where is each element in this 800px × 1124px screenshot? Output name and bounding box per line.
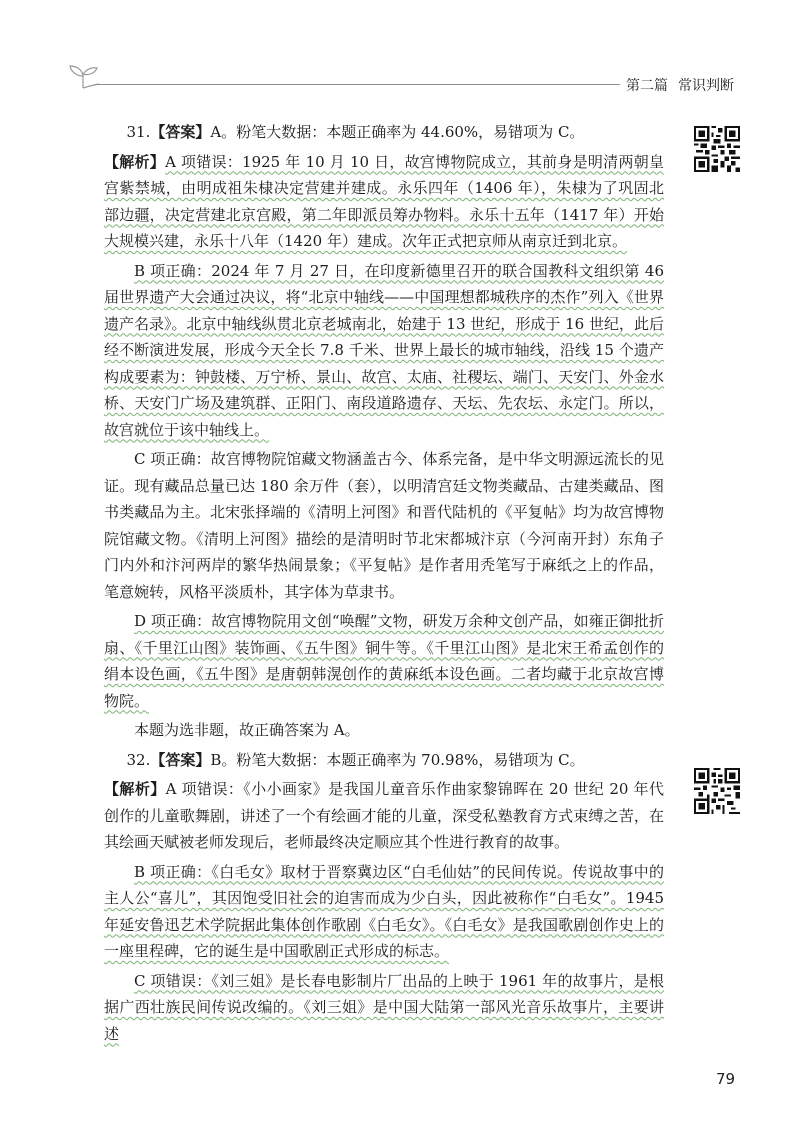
q31-analysis-b	[104, 258, 664, 444]
q32-option-c: C 项错误：《刘三姐》是长春电影制片厂出品的上映于 1961 年的故事片，是根据广西壮族民间传说改编的。《刘三姐》是中国大陆第一部风光音乐故事片，主要讲述	[104, 971, 664, 1043]
q31-answer-line	[104, 119, 664, 146]
leaf-sprout-icon	[63, 60, 103, 90]
page-number: 79	[716, 1070, 736, 1088]
q31-option-d: D 项正确：故宫博物院用文创“唤醒”文物，研发万余种文创产品，如雍正御批折扇、《千里江山图》装饰画、《五牛图》铜牛等。《千里江山图》是北宋王希孟创作的绢本设色画，《五牛图》是唐朝韩滉创作的黄麻纸本设色画。二者均藏于北京故宫博物院。	[104, 612, 664, 710]
analysis-tag: 【解析】	[104, 780, 166, 798]
section-label: 常识判断	[678, 78, 734, 94]
qr-code-icon	[694, 768, 740, 814]
q31-option-a: A 项错误：1925 年 10 月 10 日，故宫博物院成立，其前身是明清两朝皇宫紫禁城，由明成祖朱棣决定营建并建成。永乐四年（1406 年），朱棣为了巩固北部边疆，决定营建北京宫殿，第二年即派员筹办物料。永乐十五年（1417 年）开始大规模兴建，永乐十八年（1420 年）建成。次年正式把京师从南京迁到北京。	[104, 152, 664, 250]
q32-option-a: A 项错误：《小小画家》是我国儿童音乐作曲家黎锦晖在 20 世纪 20 年代创作的儿童歌舞剧，讲述了一个有绘画才能的儿童，深受私塾教育方式束缚之苦，在其绘画天赋被老师发现后，老师最终决定顺应其个性进行教育的故事。	[104, 780, 664, 851]
q32-answer-line	[104, 747, 664, 774]
answer-explanations	[104, 119, 664, 1050]
analysis-tag: 【解析】	[104, 152, 166, 171]
q32-analysis-b	[104, 859, 664, 965]
q32-number: 32.	[126, 750, 151, 769]
header-rule	[95, 84, 620, 85]
q31-option-c: C 项正确：故宫博物院馆藏文物涵盖古今、体系完备，是中华文明源远流长的见证。现有藏品总量已达 180 余万件（套），以明清宫廷文物类藏品、古建类藏品、图书类藏品为主。北宋张择端的《清明上河图》和晋代陆机的《平复帖》均为故宫博物院馆藏文物。《清明上河图》描绘的是清明时节北宋都城汴京（今河南开封）东角子门内外和汴河两岸的繁华热闹景象；《平复帖》是作者用秃笔写于麻纸之上的作品，笔意婉转，风格平淡质朴，其字体为草隶书。	[104, 450, 664, 601]
q32-analysis-a	[104, 776, 664, 856]
q31-answer: A。粉笔大数据：本题正确率为 44.60%，易错项为 C。	[210, 123, 585, 141]
q31-conclusion: 本题为选非题，故正确答案为 A。	[134, 721, 360, 739]
q32-analysis-c	[104, 968, 664, 1048]
q32-option-b: B 项正确：《白毛女》取材于晋察冀边区“白毛仙姑”的民间传说。传说故事中的主人公“喜儿”，其因饱受旧社会的迫害而成为少白头，因此被称作“白毛女”。1945 年延安鲁迅艺术学院据此集体创作歌剧《白毛女》。《白毛女》是我国歌剧创作史上的一座里程碑，它的诞生是中国歌剧正式形成的标志。	[104, 862, 664, 960]
q31-number: 31.	[126, 123, 151, 141]
part-label: 第二篇	[626, 78, 668, 94]
q31-option-b: B 项正确：2024 年 7 月 27 日，在印度新德里召开的联合国教科文组织第 46 届世界遗产大会通过决议，将“北京中轴线——中国理想都城秩序的杰作”列入《世界遗产名录》。北京中轴线纵贯北京老城南北，始建于 13 世纪，形成于 16 世纪，此后经不断演进发展，形成今天全长 7.8 千米、世界上最长的城市轴线，沿线 15 个遗产构成要素为：钟鼓楼、万宁桥、景山、故宫、太庙、社稷坛、端门、天安门、外金水桥、天安门广场及建筑群、正阳门、南段道路遗存、天坛、先农坛、永定门。所以，故宫就位于该中轴线上。	[104, 261, 664, 439]
q31-analysis-c	[104, 446, 664, 605]
qr-code-icon	[694, 126, 740, 172]
answer-tag: 【答案】	[150, 123, 211, 141]
running-header	[626, 75, 734, 95]
q31-analysis-a	[104, 149, 664, 255]
q31-analysis-d	[104, 608, 664, 714]
answer-tag: 【答案】	[150, 750, 211, 769]
q32-answer: B。粉笔大数据：本题正确率为 70.98%，易错项为 C。	[210, 750, 585, 769]
